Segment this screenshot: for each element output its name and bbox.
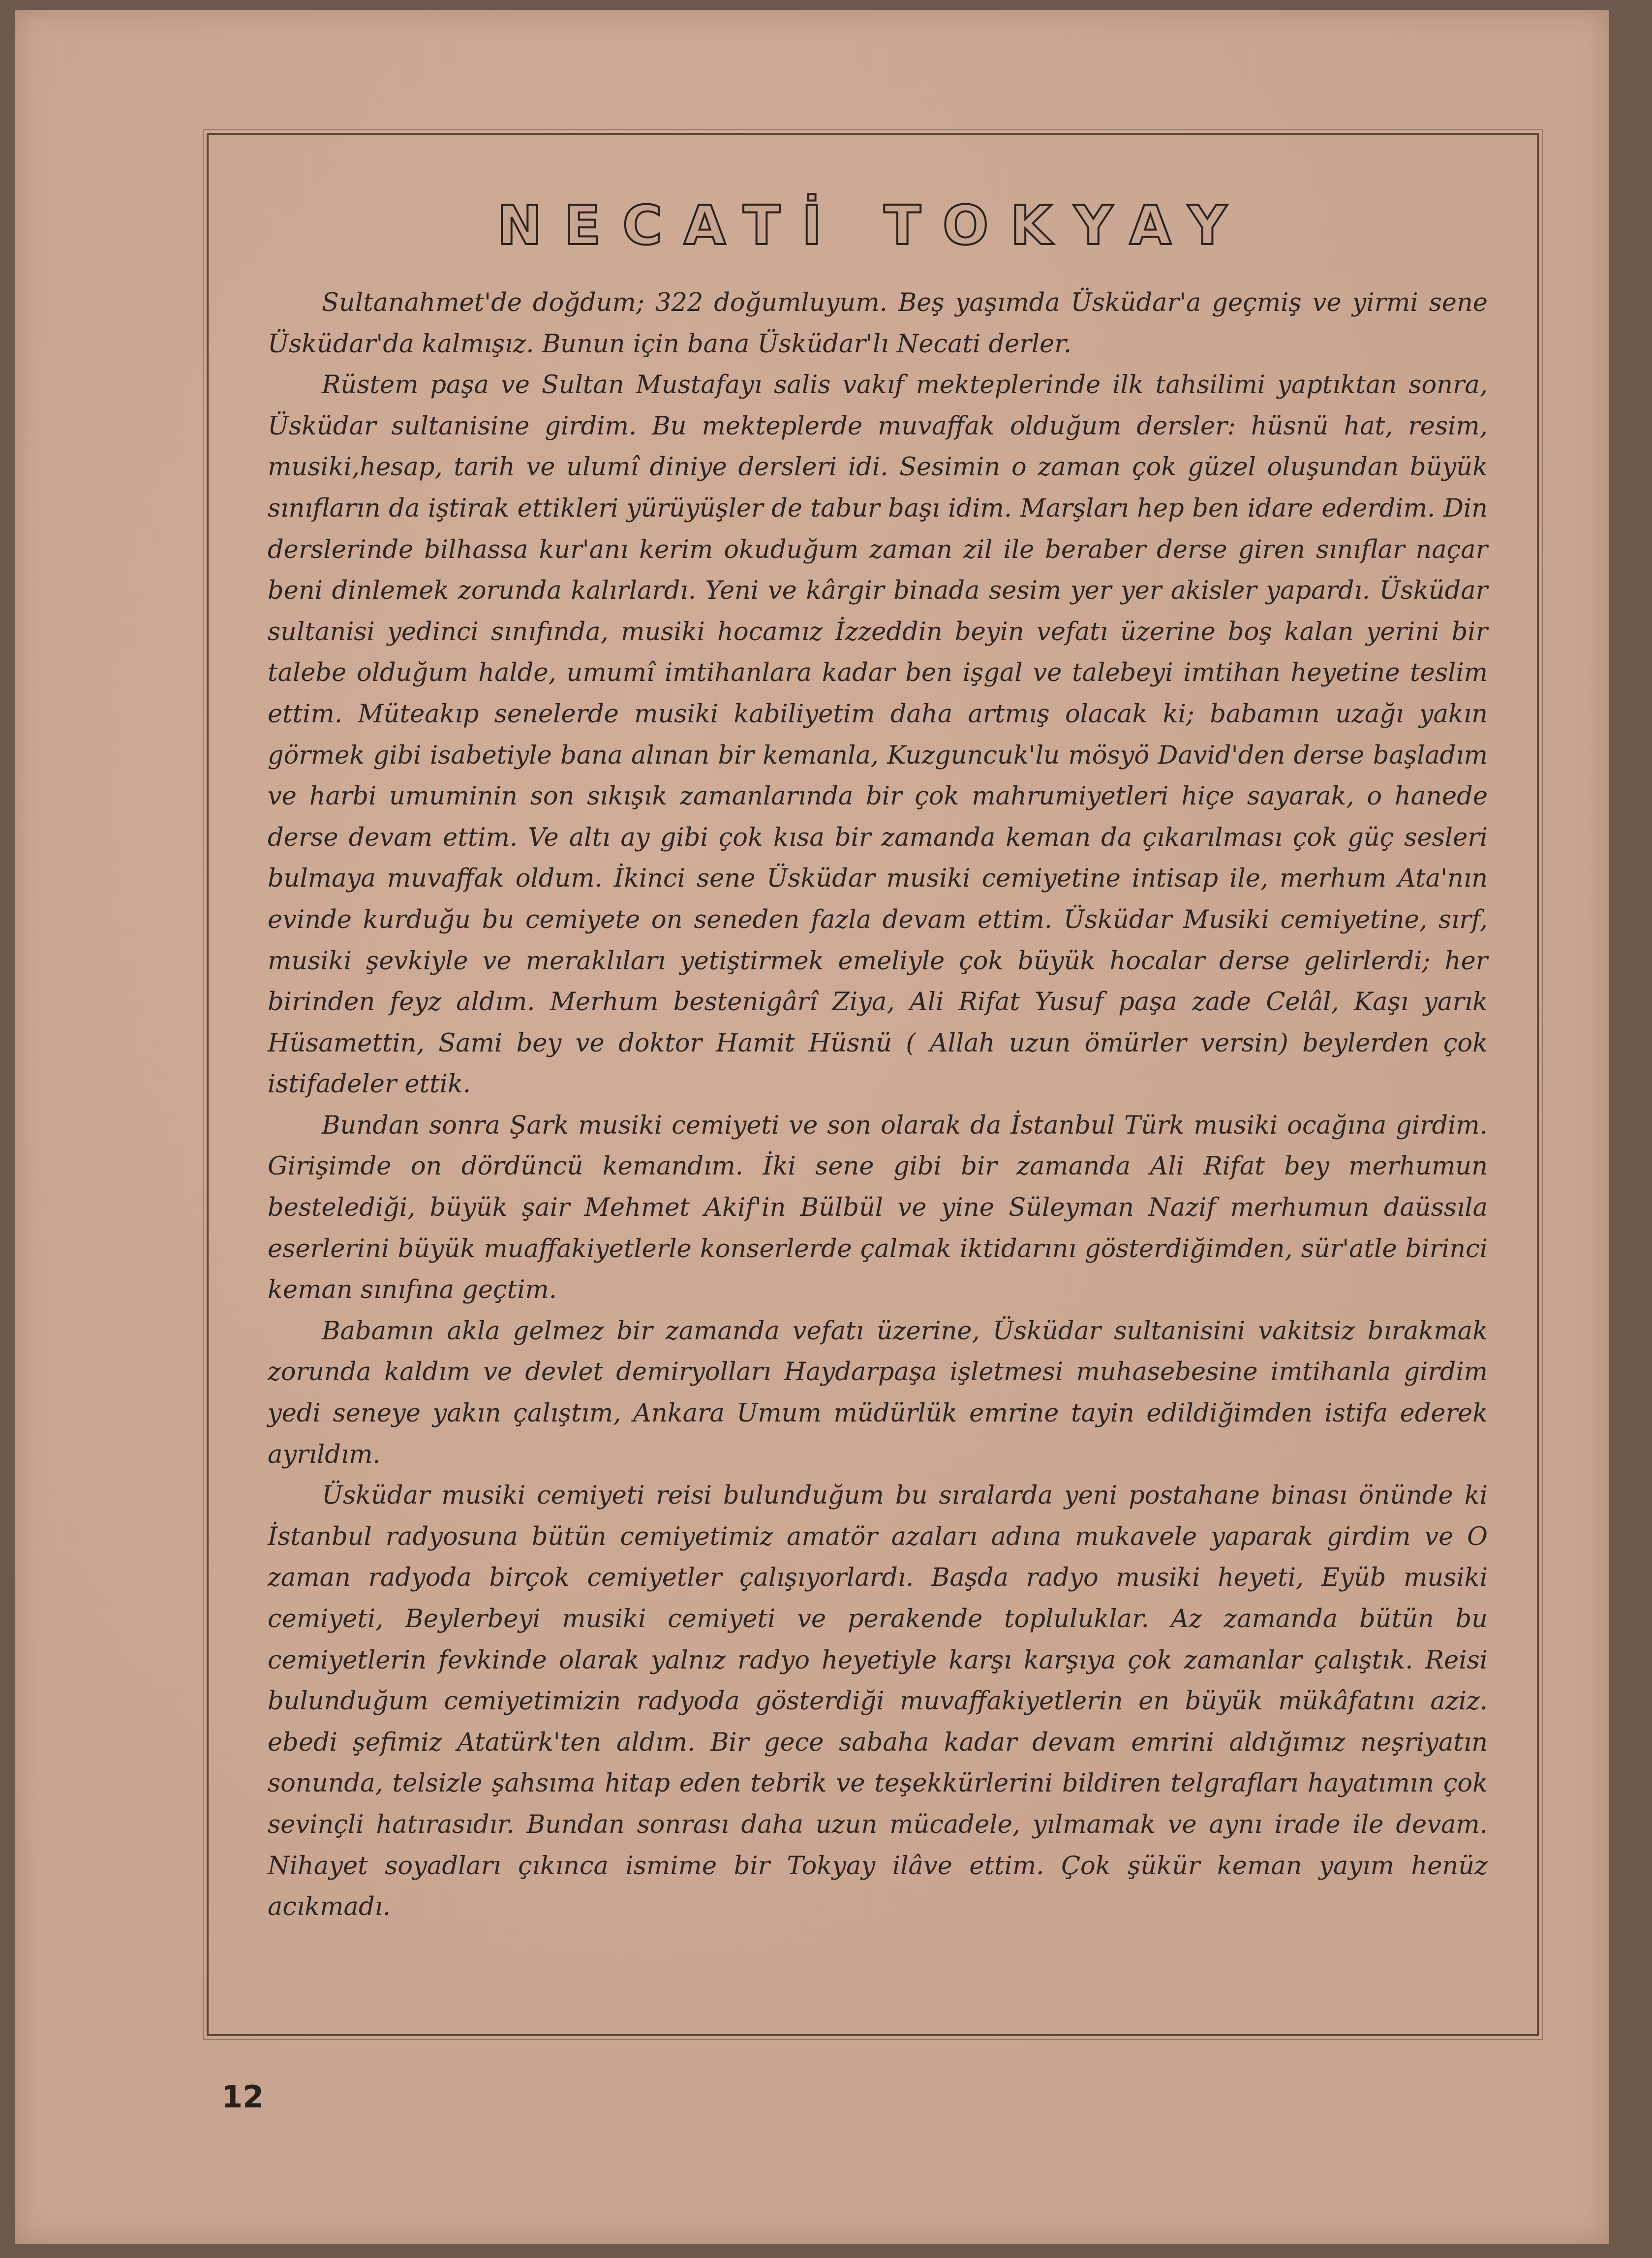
paragraph: Üsküdar musiki cemiyeti reisi bulunduğum bu sıralarda yeni postahane binası önünde ki İstanbul radyosuna bütün cemiyetimiz amatör azaları adına mukavele yaparak girdim ve O zaman radyoda birçok cemiyetler çalışıyorlardı. Başda radyo musiki heyeti, Eyüb musiki cemiyeti, Beylerbeyi musiki cemiyeti ve perakende topluluklar. Az zamanda bütün bu cemiyetlerin fevkinde olarak yalnız radyo heyetiyle karşı karşıya çok zamanlar çalıştık. Reisi bulunduğum cemiyetimizin radyoda gösterdiği muvaffakiyetlerin en büyük mükâfatını aziz. ebedi şefimiz Atatürk'ten aldım. Bir gece sabaha kadar devam emrini aldığımız neşriyatın sonunda, telsizle şahsıma hitap eden tebrik ve teşekkürlerini bildiren telgrafları hayatımın çok sevinçli hatırasıdır. Bundan sonrası daha uzun mücadele, yılmamak ve aynı irade ile devam. Nihayet soyadları çıkınca ismime bir Tokyay ilâve ettim. Çok şükür keman yayım henüz acıkmadı. (268, 1481, 1488, 1922)
paragraph: Bundan sonra Şark musiki cemiyeti ve son olarak da İstanbul Türk musiki ocağına girdim. Girişimde on dördüncü kemandım. İki sene gibi bir zamanda Ali Rifat bey merhumun bestelediği, büyük şair Mehmet Akif'in Bülbül ve yine Süleyman Nazif merhumun daüssıla eserlerini büyük muaffakiyetlerle konserlerde çalmak iktidarını gösterdiğimden, sür'atle birinci keman sınıfına geçtim. (268, 1111, 1488, 1305)
article-frame (207, 133, 1539, 2036)
article-title: NECATİ TOKYAY (497, 194, 1249, 257)
article-body (268, 282, 1488, 1928)
page-number: 12 (221, 2079, 264, 2115)
paragraph: Babamın akla gelmez bir zamanda vefatı üzerine, Üsküdar sultanisini vakitsiz bırakmak zorunda kaldım ve devlet demiryolları Haydarpaşa işletmesi muhasebesine imtihanla girdim yedi seneye yakın çalıştım, Ankara Umum müdürlük emrine tayin edildiğimden istifa ederek ayrıldım. (268, 1316, 1488, 1469)
magazine-page (15, 10, 1609, 2244)
paragraph: Sultanahmet'de doğdum; 322 doğumluyum. Beş yaşımda Üsküdar'a geçmiş ve yirmi sene Üsküdar'da kalmışız. Bunun için bana Üsküdar'lı Necati derler. (268, 288, 1488, 359)
paragraph: Rüstem paşa ve Sultan Mustafayı salis vakıf mekteplerinde ilk tahsilimi yaptıktan sonra, Üsküdar sultanisine girdim. Bu mekteplerde muvaffak olduğum dersler: hüsnü hat, resim, musiki,hesap, tarih ve ulumî diniye dersleri idi. Sesimin o zaman çok güzel oluşundan büyük sınıfların da iştirak ettikleri yürüyüşler de tabur başı idim. Marşları hep ben idare ederdim. Din derslerinde bilhassa kur'anı kerim okuduğum zaman zil ile beraber derse giren sınıflar naçar beni dinlemek zorunda kalırlardı. Yeni ve kârgir binada sesim yer yer akisler yapardı. Üsküdar sultanisi yedinci sınıfında, musiki hocamız İzzeddin beyin vefatı üzerine boş kalan yerini bir talebe olduğum halde, umumî imtihanlara kadar ben işgal ve talebeyi imtihan heyetine teslim ettim. Müteakıp senelerde musiki kabiliyetim daha artmış olacak ki; babamın uzağı yakın görmek gibi isabetiyle bana alınan bir kemanla, Kuzguncuk'lu mösyö David'den derse başladım ve harbi umuminin son sıkışık zamanlarında bir çok mahrumiyetleri hiçe sayarak, o hanede derse devam ettim. Ve altı ay gibi çok kısa bir zamanda keman da çıkarılması çok güç sesleri bulmaya muvaffak oldum. İkinci sene Üsküdar musiki cemiyetine intisap ile, merhum Ata'nın evinde kurduğu bu cemiyete on seneden fazla devam ettim. Üsküdar Musiki cemiyetine, sırf, musiki şevkiyle ve meraklıları yetiştirmek emeliyle çok büyük hocalar derse gelirlerdi; her birinden feyz aldım. Merhum bestenigârî Ziya, Ali Rifat Yusuf paşa zade Celâl, Kaşı yarık Hüsamettin, Sami bey ve doktor Hamit Hüsnü ( Allah uzun ömürler versin) beylerden çok istifadeler ettik. (268, 371, 1488, 1099)
